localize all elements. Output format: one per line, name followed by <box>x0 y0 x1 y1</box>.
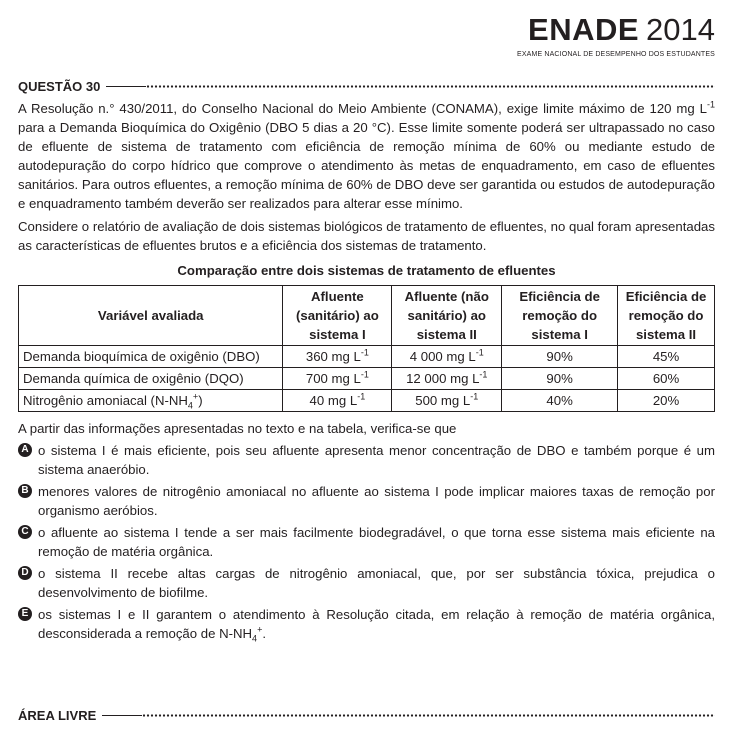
footer-rule <box>102 714 715 717</box>
question-body <box>18 99 715 643</box>
cell-efficiency-2: 60% <box>618 368 715 390</box>
option-a-letter: A <box>18 443 32 457</box>
exam-subtitle: EXAME NACIONAL DE DESEMPENHO DOS ESTUDANTES <box>517 51 715 58</box>
option-a-text: o sistema I é mais eficiente, pois seu afluente apresenta menor concentração de DBO e também porque é um sistema anaeróbio. <box>38 443 715 477</box>
option-e-letter: E <box>18 607 32 621</box>
paragraph-1-text-b: para a Demanda Bioquímica do Oxigênio (DBO 5 dias a 20 °C). Esse limite somente poderá ser ultrapassado no caso de efluente de sistema de tratamento com eficiência de remoção mínima de 60% ou mediante estudo de autodepuração do corpo hídrico que comprove o atendimento às metas de enquadramento, em caso de efluentes sanitários. Para outros efluentes, a remoção mínima de 60% de DBO deve ser garantida ou estudos de autodepuração e enquadramento também deverão ser realizados para alterar esse mínimo. <box>18 120 715 211</box>
cell-efficiency-1: 90% <box>502 346 618 368</box>
cell-affluent-2: 12 000 mg $L^{-1}$ <box>392 368 502 390</box>
option-d[interactable] <box>18 564 715 602</box>
option-c[interactable] <box>18 523 715 561</box>
unit-superscript: -1 <box>706 99 715 110</box>
question-stem: A partir das informações apresentadas no texto e na tabela, verifica-se que <box>18 421 457 436</box>
cell-efficiency-1: 40% <box>502 390 618 412</box>
paragraph-2: Considere o relatório de avaliação de dois sistemas biológicos de tratamento de efluentes, no qual foram apresentadas as características de efluentes brutos e a eficiência dos sistemas de tratamento. <box>18 219 715 253</box>
cell-variable: Nitrogênio amoniacal $(N-NH_4^+)$ <box>19 390 283 412</box>
free-area-label: ÁREA LIVRE <box>18 708 97 723</box>
cell-affluent-1: 360 mg $L^{-1}$ <box>283 346 392 368</box>
header-variable: Variável avaliada <box>19 286 283 346</box>
table-row <box>19 368 715 390</box>
cell-efficiency-1: 90% <box>502 368 618 390</box>
cell-affluent-2: 4 000 mg $L^{-1}$ <box>392 346 502 368</box>
cell-affluent-1: 40 mg $L^{-1}$ <box>283 390 392 412</box>
cell-efficiency-2: 20% <box>618 390 715 412</box>
cell-variable: Demanda bioquímica de oxigênio (DBO) <box>19 346 283 368</box>
comparison-table <box>18 285 715 412</box>
table-caption: Comparação entre dois sistemas de tratamento de efluentes <box>177 263 556 278</box>
heading-rule <box>106 85 715 88</box>
free-area-heading <box>18 708 715 723</box>
table-header-row <box>19 286 715 346</box>
option-e-text: os sistemas I e II garantem o atendimento à Resolução citada, em relação à remoção de matéria orgânica, desconsiderada a remoção de $N-NH_4^+$. <box>38 607 715 644</box>
option-b-text: menores valores de nitrogênio amoniacal no afluente ao sistema I pode implicar maiores taxas de remoção por organismo aeróbios. <box>38 484 715 518</box>
option-e[interactable] <box>18 605 715 643</box>
table-row <box>19 346 715 368</box>
cell-affluent-2: 500 mg $L^{-1}$ <box>392 390 502 412</box>
header-efficiency-2: Eficiência de remoção do sistema II <box>618 286 715 346</box>
option-d-text: o sistema II recebe altas cargas de nitrogênio amoniacal, que, por ser substância tóxica, prejudica o desenvolvimento de biofilme. <box>38 566 715 600</box>
paragraph-1-text-a: A Resolução n.° 430/2011, do Conselho Nacional do Meio Ambiente (CONAMA), exige limite máximo de 120 mg L <box>18 101 707 116</box>
exam-year: 2014 <box>646 12 715 47</box>
option-d-letter: D <box>18 566 32 580</box>
option-a[interactable] <box>18 441 715 479</box>
exam-brand: ENADE <box>528 12 640 47</box>
question-label: QUESTÃO 30 <box>18 79 101 94</box>
option-b[interactable] <box>18 482 715 520</box>
option-c-text: o afluente ao sistema I tende a ser mais facilmente biodegradável, o que torna esse sistema mais eficiente na remoção de matéria orgânica. <box>38 525 715 559</box>
header-efficiency-1: Eficiência de remoção do sistema I <box>502 286 618 346</box>
table-row <box>19 390 715 412</box>
cell-efficiency-2: 45% <box>618 346 715 368</box>
exam-logo <box>517 14 715 45</box>
header-affluent-2: Afluente (não sanitário) ao sistema II <box>392 286 502 346</box>
option-b-letter: B <box>18 484 32 498</box>
exam-header <box>517 14 715 58</box>
header-affluent-1: Afluente (sanitário) ao sistema I <box>283 286 392 346</box>
cell-variable: Demanda química de oxigênio (DQO) <box>19 368 283 390</box>
paragraph-1 <box>18 99 715 213</box>
option-c-letter: C <box>18 525 32 539</box>
cell-affluent-1: 700 mg $L^{-1}$ <box>283 368 392 390</box>
question-heading <box>18 79 715 94</box>
